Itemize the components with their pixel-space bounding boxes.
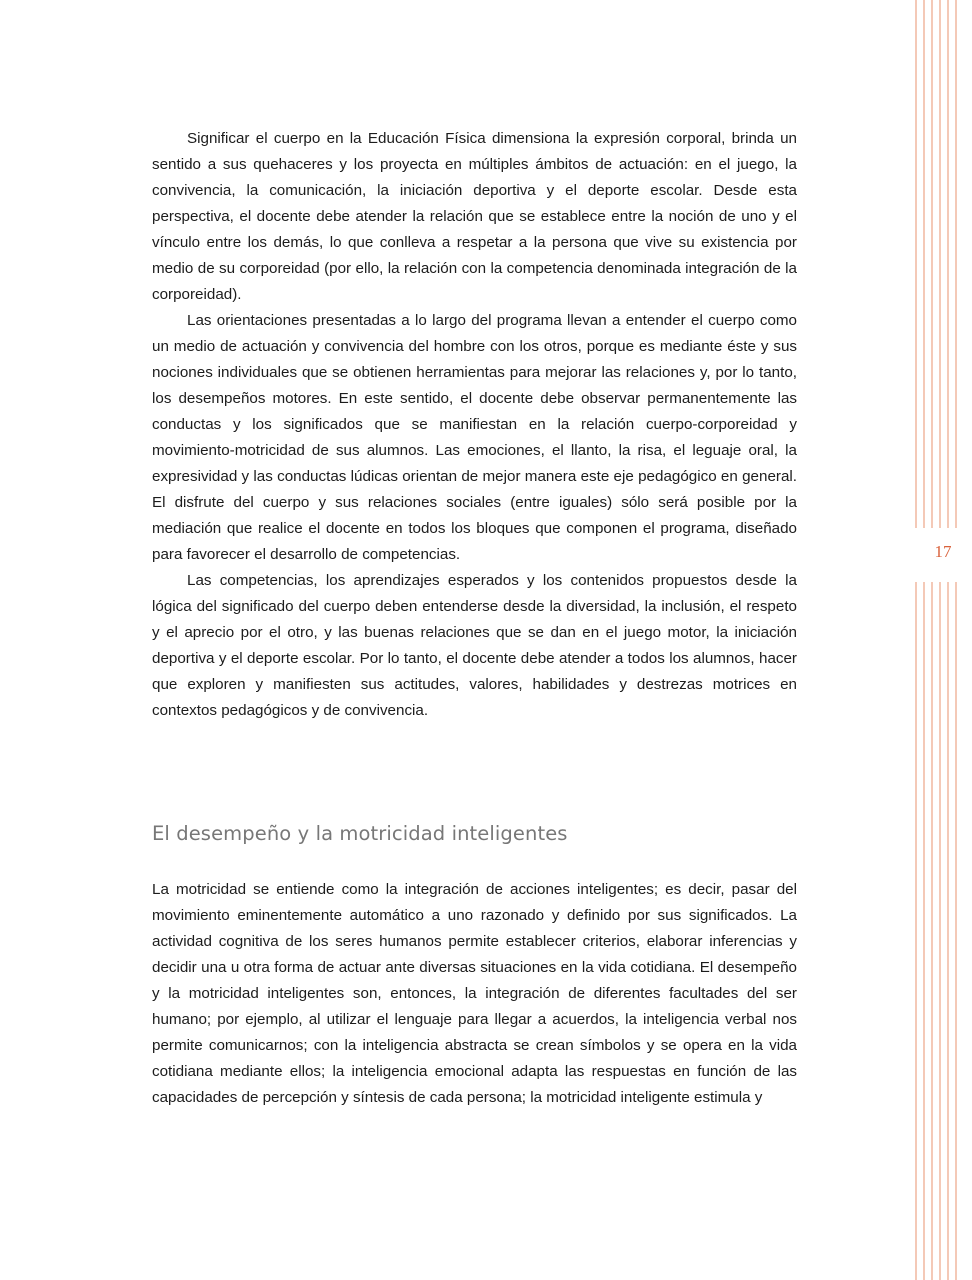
margin-stripe bbox=[923, 0, 925, 1280]
margin-stripe bbox=[947, 0, 949, 1280]
intro-paragraph-1: Significar el cuerpo en la Educación Física dimensiona la expresión corporal, brinda un sentido a sus quehaceres y los proyecta en múltiples ámbitos de actuación: en el juego, la convivencia, la comunicación, la iniciación deportiva y el deporte escolar. Desde esta perspectiva, el docente debe atender la relación que se establece entre la noción de uno y el vínculo entre los demás, lo que conlleva a respetar a la persona que vive su existencia por medio de su corporeidad (por ello, la relación con la competencia denominada integración de la corporeidad). bbox=[152, 130, 797, 303]
section-paragraph: La motricidad se entiende como la integración de acciones inteligentes; es decir, pasar del movimiento eminentemente automático a uno razonado y definido por sus significados. La actividad cognitiva de los seres humanos permite establecer criterios, elaborar inferencias y decidir una u otra forma de actuar ante diversas situaciones en la vida cotidiana. El desempeño y la motricidad inteligentes son, entonces, la integración de diferentes facultades del ser humano; por ejemplo, al utilizar el lenguaje para llegar a acuerdos, la inteligencia verbal nos permite comunicarnos; con la inteligencia abstracta se crean símbolos y se opera en la vida cotidiana mediante ellos; la inteligencia emocional adapta las respuestas en función de las capacidades de percepción y síntesis de cada persona; la motricidad inteligente estimula y bbox=[152, 881, 797, 1106]
margin-stripes-decoration bbox=[913, 0, 963, 1280]
section-body bbox=[152, 877, 797, 1111]
intro-paragraph-2: Las orientaciones presentadas a lo largo del programa llevan a entender el cuerpo como un medio de actuación y convivencia del hombre con los otros, porque es mediante éste y sus nociones individuales que se obtienen herramientas para mejorar las relaciones y, por lo tanto, los desempeños motores. En este sentido, el docente debe observar permanentemente las conductas y los significados que se manifiestan en la relación cuerpo-corporeidad y movimiento-motricidad de sus alumnos. Las emociones, el llanto, la risa, el leguaje oral, la expresividad y las conductas lúdicas orientan de mejor manera este eje pedagógico en general. El disfrute del cuerpo y sus relaciones sociales (entre iguales) sólo será posible por la mediación que realice el docente en todos los bloques que componen el programa, diseñado para favorecer el desarrollo de competencias. bbox=[152, 312, 797, 563]
page-number: 17 bbox=[934, 542, 952, 561]
section-heading: El desempeño y la motricidad inteligentes bbox=[152, 822, 568, 845]
margin-stripe bbox=[931, 0, 933, 1280]
intro-paragraph-3: Las competencias, los aprendizajes esperados y los contenidos propuestos desde la lógica del significado del cuerpo deben entenderse desde la diversidad, la inclusión, el respeto y el aprecio por el otro, y las buenas relaciones que se dan en el juego motor, la iniciación deportiva y el deporte escolar. Por lo tanto, el docente debe atender a todos los alumnos, hacer que exploren y manifiesten sus actitudes, valores, habilidades y destrezas motrices en contextos pedagógicos y de convivencia. bbox=[152, 572, 797, 719]
intro-section bbox=[152, 126, 797, 724]
margin-stripe bbox=[915, 0, 917, 1280]
margin-stripe bbox=[939, 0, 941, 1280]
margin-stripe bbox=[955, 0, 957, 1280]
